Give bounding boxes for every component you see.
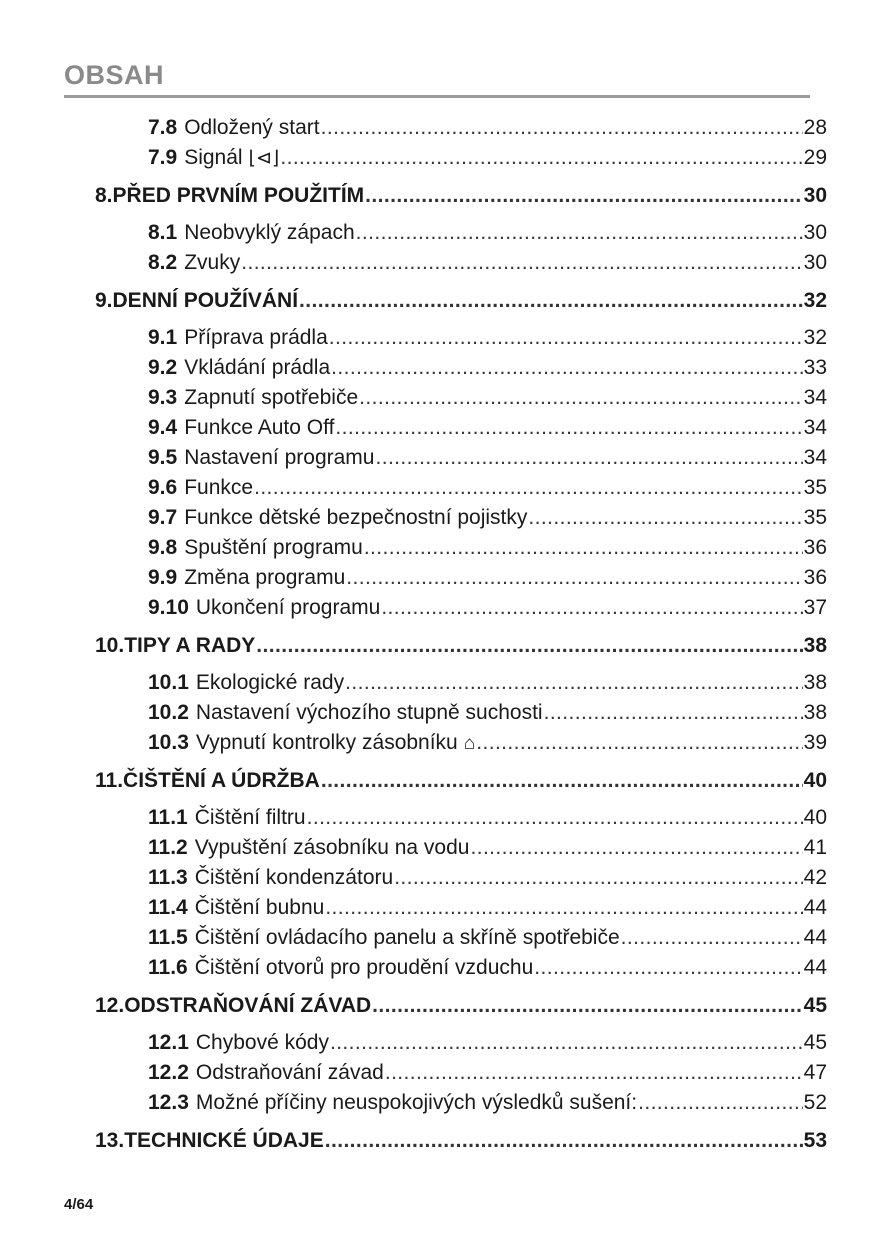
toc-entry-number: 9.9 xyxy=(148,566,178,589)
toc-section-entry[interactable] xyxy=(0,323,874,353)
toc-page-number: 38 xyxy=(803,671,827,694)
dot-leader xyxy=(470,833,802,863)
toc-entry-number: 9.10 xyxy=(148,596,189,619)
toc-entry-title: Funkce xyxy=(184,476,254,499)
toc-section-entry[interactable] xyxy=(0,1088,874,1118)
toc-entry-number: 9.6 xyxy=(148,476,178,499)
toc-entry-number: 10.2 xyxy=(148,701,189,724)
dot-leader xyxy=(346,563,802,593)
dot-leader xyxy=(321,761,803,800)
toc-entry-title: Odložený start xyxy=(184,116,320,139)
toc-page-number: 45 xyxy=(803,1031,827,1054)
toc-entry-number: 10.1 xyxy=(148,671,189,694)
dot-leader xyxy=(394,863,802,893)
toc-section-entry[interactable] xyxy=(0,593,874,623)
title-divider xyxy=(64,95,810,98)
toc-entry-title: Vypnutí kontrolky zásobníku xyxy=(195,731,458,754)
toc-chapter-entry[interactable] xyxy=(0,281,874,320)
toc-section-entry[interactable] xyxy=(0,893,874,923)
toc-entry-title: DENNÍ POUŽÍVÁNÍ xyxy=(112,289,299,312)
toc-entry-number: 8. xyxy=(95,184,113,207)
dot-leader xyxy=(254,473,803,503)
toc-page-number: 30 xyxy=(803,251,827,274)
dot-leader xyxy=(365,176,802,215)
toc-page-number: 47 xyxy=(803,1061,827,1084)
toc-section-entry[interactable] xyxy=(0,728,874,758)
toc-entry-title: Možné příčiny neuspokojivých výsledků sušení: xyxy=(195,1091,638,1114)
dot-leader xyxy=(534,953,802,983)
toc-entry-number: 12. xyxy=(95,994,125,1017)
toc-entry-number: 9.2 xyxy=(148,356,178,379)
dot-leader xyxy=(280,143,802,173)
toc-section-entry[interactable] xyxy=(0,113,874,143)
toc-entry-title: Chybové kódy xyxy=(195,1031,329,1054)
toc-entry-number: 7.8 xyxy=(148,116,178,139)
dot-leader xyxy=(325,1121,803,1160)
toc-page-number: 44 xyxy=(803,896,827,919)
toc-entry-title: ODSTRAŇOVÁNÍ ZÁVAD xyxy=(124,994,372,1017)
toc-section-entry[interactable] xyxy=(0,443,874,473)
toc-section-entry[interactable] xyxy=(0,833,874,863)
dot-leader xyxy=(364,533,803,563)
dot-leader xyxy=(359,383,803,413)
toc-entry-title: Změna programu xyxy=(184,566,346,589)
dot-leader xyxy=(299,281,803,320)
toc-page-number: 30 xyxy=(803,221,827,244)
toc-chapter-entry[interactable] xyxy=(0,176,874,215)
toc-entry-number: 11.1 xyxy=(148,806,188,829)
toc-entry-number: 8.1 xyxy=(148,221,178,244)
dot-leader xyxy=(325,893,802,923)
toc-section-entry[interactable] xyxy=(0,353,874,383)
toc-page-number: 30 xyxy=(803,184,827,207)
dot-leader xyxy=(385,1058,803,1088)
toc-entry-number: 12.1 xyxy=(148,1031,189,1054)
dot-leader xyxy=(381,593,802,623)
toc-page-number: 35 xyxy=(803,506,827,529)
toc-entry-title: Čištění kondenzátoru xyxy=(194,866,394,889)
toc-page-number: 38 xyxy=(803,634,827,657)
toc-entry-title: Funkce dětské bezpečnostní pojistky xyxy=(184,506,528,529)
dot-leader xyxy=(307,803,803,833)
toc-entry-number: 11.5 xyxy=(148,926,188,949)
toc-section-entry[interactable] xyxy=(0,248,874,278)
toc-entry-title: Čištění bubnu xyxy=(194,896,325,919)
toc-entry-title: Čištění ovládacího panelu a skříně spotřebiče xyxy=(194,926,620,949)
toc-page-number: 53 xyxy=(803,1129,827,1152)
toc-entry-number: 9.1 xyxy=(148,326,178,349)
toc-page-number: 38 xyxy=(803,701,827,724)
toc-entry-title: Ekologické rady xyxy=(195,671,345,694)
toc-entry-number: 11.4 xyxy=(148,896,188,919)
toc-chapter-entry[interactable] xyxy=(0,761,874,800)
toc-entry-title: Nastavení programu xyxy=(184,446,375,469)
toc-entry-title: Zapnutí spotřebiče xyxy=(184,386,359,409)
page-title: OBSAH xyxy=(64,60,165,90)
toc-page-number: 34 xyxy=(803,446,827,469)
dot-leader xyxy=(375,443,802,473)
toc-page-number: 39 xyxy=(803,731,827,754)
table-of-contents xyxy=(0,113,874,1163)
dot-leader xyxy=(329,323,803,353)
toc-entry-title: TIPY A RADY xyxy=(124,634,256,657)
toc-entry-title: Vypuštění zásobníku na vodu xyxy=(194,836,470,859)
toc-section-entry[interactable] xyxy=(0,383,874,413)
toc-entry-number: 9.3 xyxy=(148,386,178,409)
toc-entry-number: 12.3 xyxy=(148,1091,189,1114)
water-container-icon: ⌂ xyxy=(463,733,476,754)
toc-section-entry[interactable] xyxy=(0,563,874,593)
toc-section-entry[interactable] xyxy=(0,533,874,563)
dot-leader xyxy=(321,113,803,143)
toc-entry-number: 10.3 xyxy=(148,731,189,754)
toc-entry-number: 9.5 xyxy=(148,446,178,469)
dot-leader xyxy=(528,503,802,533)
toc-section-entry[interactable] xyxy=(0,218,874,248)
toc-section-entry[interactable] xyxy=(0,698,874,728)
toc-section-entry[interactable] xyxy=(0,923,874,953)
toc-page-number: 44 xyxy=(803,956,827,979)
toc-entry-title: Ukončení programu xyxy=(195,596,381,619)
dot-leader xyxy=(372,986,802,1025)
toc-entry-title: PŘED PRVNÍM POUŽITÍM xyxy=(112,184,365,207)
toc-page-number: 34 xyxy=(803,416,827,439)
toc-entry-number: 7.9 xyxy=(148,146,178,169)
toc-section-entry[interactable] xyxy=(0,1028,874,1058)
dot-leader xyxy=(356,218,803,248)
toc-entry-title: Čištění filtru xyxy=(194,806,306,829)
toc-entry-title: Neobvyklý zápach xyxy=(184,221,355,244)
toc-section-entry[interactable] xyxy=(0,668,874,698)
toc-entry-title: Příprava prádla xyxy=(184,326,328,349)
toc-entry-number: 9. xyxy=(95,289,113,312)
toc-entry-number: 13. xyxy=(95,1129,125,1152)
toc-entry-title: Zvuky xyxy=(184,251,241,274)
toc-entry-title: TECHNICKÉ ÚDAJE xyxy=(124,1129,324,1152)
toc-entry-title: ČIŠTĚNÍ A ÚDRŽBA xyxy=(123,769,320,792)
toc-page-number: 34 xyxy=(803,386,827,409)
toc-page-number: 32 xyxy=(803,326,827,349)
toc-page-number: 41 xyxy=(803,836,827,859)
toc-entry-title: Signál xyxy=(184,146,243,169)
toc-page-number: 40 xyxy=(803,769,827,792)
toc-page-number: 36 xyxy=(803,536,827,559)
toc-section-entry[interactable] xyxy=(0,413,874,443)
toc-section-entry[interactable] xyxy=(0,863,874,893)
toc-page-number: 32 xyxy=(803,289,827,312)
toc-section-entry[interactable] xyxy=(0,1058,874,1088)
toc-page-number: 29 xyxy=(803,146,827,169)
toc-entry-title: Čištění otvorů pro proudění vzduchu xyxy=(194,956,534,979)
sound-signal-icon: ⌊⊲⌋ xyxy=(248,148,280,169)
dot-leader xyxy=(330,1028,803,1058)
toc-entry-number: 11.2 xyxy=(148,836,188,859)
toc-entry-number: 11. xyxy=(95,769,124,792)
dot-leader xyxy=(638,1088,803,1118)
toc-entry-number: 10. xyxy=(95,634,125,657)
toc-chapter-entry[interactable] xyxy=(0,1121,874,1160)
dot-leader xyxy=(256,626,802,665)
toc-entry-title: Vkládání prádla xyxy=(184,356,331,379)
toc-entry-number: 11.6 xyxy=(148,956,188,979)
toc-section-entry[interactable] xyxy=(0,143,874,173)
toc-page-number: 44 xyxy=(803,926,827,949)
toc-chapter-entry[interactable] xyxy=(0,626,874,665)
toc-page-number: 42 xyxy=(803,866,827,889)
toc-page-number: 35 xyxy=(803,476,827,499)
toc-entry-number: 9.7 xyxy=(148,506,178,529)
dot-leader xyxy=(544,698,803,728)
toc-page-number: 33 xyxy=(803,356,827,379)
toc-entry-title: Odstraňování závad xyxy=(195,1061,384,1084)
toc-entry-title: Funkce Auto Off xyxy=(184,416,335,439)
toc-entry-number: 9.4 xyxy=(148,416,178,439)
toc-page-number: 52 xyxy=(803,1091,827,1114)
toc-section-entry[interactable] xyxy=(0,503,874,533)
toc-section-entry[interactable] xyxy=(0,803,874,833)
dot-leader xyxy=(345,668,803,698)
toc-section-entry[interactable] xyxy=(0,473,874,503)
toc-page-number: 40 xyxy=(803,806,827,829)
toc-entry-number: 11.3 xyxy=(148,866,188,889)
dot-leader xyxy=(331,353,803,383)
dot-leader xyxy=(241,248,802,278)
page-number: 4/64 xyxy=(64,1196,94,1213)
dot-leader xyxy=(335,413,802,443)
toc-page-number: 45 xyxy=(803,994,827,1017)
toc-entry-number: 8.2 xyxy=(148,251,178,274)
dot-leader xyxy=(621,923,803,953)
toc-page-number: 36 xyxy=(803,566,827,589)
toc-entry-title: Spuštění programu xyxy=(184,536,363,559)
toc-entry-number: 12.2 xyxy=(148,1061,189,1084)
toc-chapter-entry[interactable] xyxy=(0,986,874,1025)
toc-page-number: 37 xyxy=(803,596,827,619)
toc-section-entry[interactable] xyxy=(0,953,874,983)
toc-entry-title: Nastavení výchozího stupně suchosti xyxy=(195,701,543,724)
toc-page-number: 28 xyxy=(803,116,827,139)
dot-leader xyxy=(476,728,802,758)
toc-entry-number: 9.8 xyxy=(148,536,178,559)
